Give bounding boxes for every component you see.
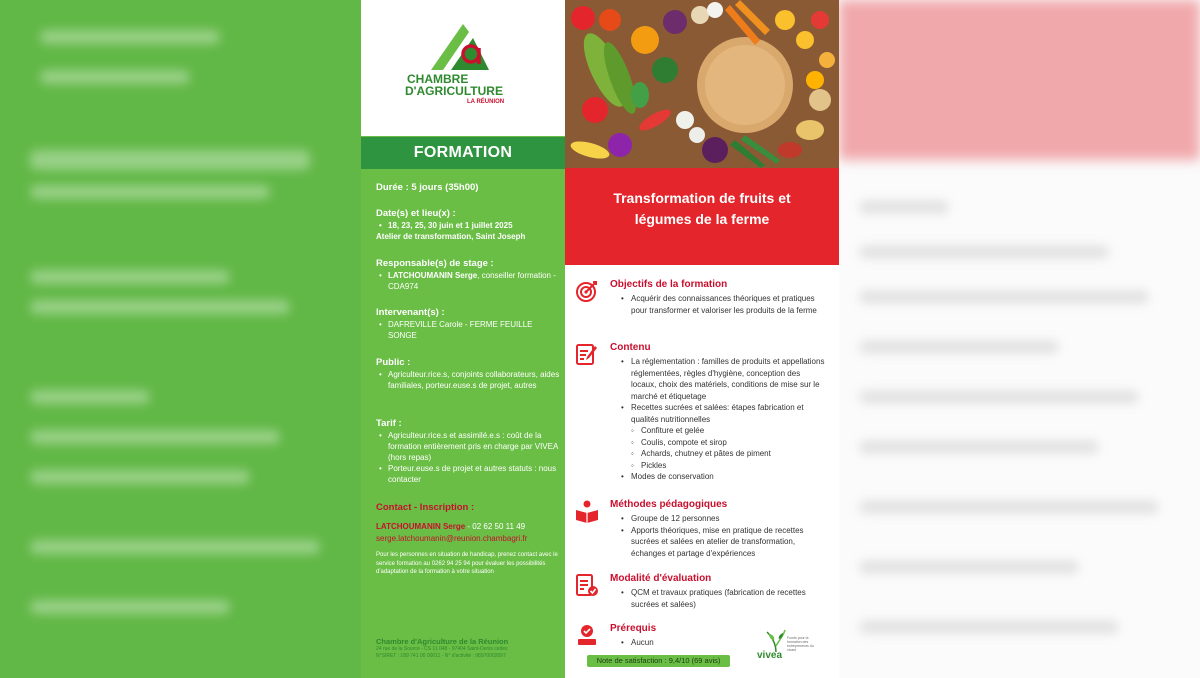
- evaluation-heading: Modalité d'évaluation: [610, 573, 712, 584]
- flyer-left-column: [361, 0, 565, 678]
- dates-block: [376, 208, 560, 242]
- contact-heading: Contact - Inscription :: [376, 502, 475, 513]
- logo-area: [361, 0, 565, 136]
- methodes-item: • Apports théoriques, mise en pratique de recettes sucrées et salées en atelier de transformation, échanges et partage d'expériences: [621, 525, 826, 560]
- contact-email-link[interactable]: serge.latchoumanin@reunion.chambagri.fr: [376, 534, 528, 543]
- contenu-item: • La réglementation : familles de produits et appellations réglementées, règles d'hygiène, conception des locaux, choix des matériels, conditions de mise sur le marché et étiquetage: [621, 356, 826, 402]
- section-contenu: [575, 342, 835, 492]
- course-title-line1: Transformation de fruits et: [613, 190, 791, 206]
- footer-block: [376, 637, 560, 660]
- organization-name: [405, 73, 555, 97]
- responsable-role: , conseiller formation - CDA974: [388, 271, 556, 291]
- vivea-leaf-icon: [765, 628, 787, 652]
- section-objectifs: [575, 279, 835, 329]
- section-methodes: [575, 499, 835, 561]
- objectifs-item: • Acquérir des connaissances théoriques et pratiques pour transformer et valoriser les produits de la ferme: [621, 293, 826, 316]
- vivea-tagline: Fonds pour la formation des entrepreneurs du vivant: [787, 636, 814, 652]
- formation-label: FORMATION: [361, 137, 565, 169]
- evaluation-item: • QCM et travaux pratiques (fabrication de recettes sucrées et salées): [621, 587, 826, 610]
- prerequis-item: • Aucun: [621, 637, 826, 649]
- organization-name-line1: CHAMBRE: [407, 72, 469, 86]
- prerequisite-icon: [575, 623, 599, 647]
- contact-block: [376, 502, 560, 543]
- course-title: [565, 168, 839, 265]
- location-text: Atelier de transformation, Saint Joseph: [376, 232, 526, 241]
- contenu-item: • Recettes sucrées et salées: étapes fabrication et qualités nutritionnelles: [621, 402, 826, 425]
- tarif-item: • Agriculteur.rice.s et assimilé.e.s : coût de la formation entièrement pris en charge par VIVEA (hors repas): [376, 430, 560, 463]
- tarif-item: • Porteur.euse.s de projet et autres statuts : nous contacter: [376, 463, 560, 485]
- prerequis-heading: Prérequis: [610, 623, 657, 634]
- target-icon: [575, 279, 599, 303]
- methodes-heading: Méthodes pédagogiques: [610, 499, 728, 510]
- intervenant-block: [376, 307, 560, 341]
- contenu-subitem: ◦ Confiture et gelée: [621, 425, 826, 437]
- footer-registration: N°SIRET : 189 741 00 00011 - N° d'activité : 98970002097: [376, 653, 506, 659]
- vegetables-photo: [565, 0, 839, 168]
- responsable-name: LATCHOUMANIN Serge: [388, 271, 478, 280]
- vivea-wordmark: vivea: [757, 650, 783, 661]
- contenu-heading: Contenu: [610, 342, 651, 353]
- blurred-background-left: [0, 0, 361, 678]
- organization-region: LA RÉUNION: [467, 99, 505, 105]
- document-edit-icon: [575, 342, 599, 366]
- contenu-subitem: ◦ Achards, chutney et pâtes de piment: [621, 448, 826, 460]
- organization-name-line2: D'AGRICULTURE: [405, 84, 503, 98]
- contact-name: LATCHOUMANIN Serge: [376, 522, 466, 531]
- handicap-note: Pour les personnes en situation de handicap, prenez contact avec le service formation au 0262 94 25 94 pour évaluer les possibilités d'adaptation de la formation à votre situation: [376, 552, 558, 575]
- checklist-icon: [575, 573, 599, 597]
- blurred-background-right: [839, 0, 1200, 678]
- public-heading: Public :: [376, 357, 411, 368]
- duration: [376, 182, 560, 194]
- public-item: • Agriculteur.rice.s, conjoints collaborateurs, aides familiales, porteur.euse.s de projet, autres: [376, 369, 560, 391]
- contenu-subitem: ◦ Pickles: [621, 460, 826, 472]
- public-block: [376, 357, 560, 391]
- handicap-note-block: [376, 551, 560, 577]
- dates-item: • 18, 23, 25, 30 juin et 1 juillet 2025: [376, 220, 560, 231]
- responsable-block: [376, 258, 560, 292]
- intervenant-heading: Intervenant(s) :: [376, 307, 445, 318]
- course-title-line2: légumes de la ferme: [634, 211, 770, 227]
- duration-text: Durée : 5 jours (35h00): [376, 182, 479, 193]
- contenu-subitem: ◦ Coulis, compote et sirop: [621, 437, 826, 449]
- tarif-block: [376, 418, 560, 485]
- flyer-right-column: [565, 0, 839, 678]
- dates-heading: Date(s) et lieu(x) :: [376, 208, 456, 219]
- contact-line: [376, 516, 560, 534]
- satisfaction-badge: Note de satisfaction : 9,4/10 (69 avis): [587, 655, 730, 667]
- methodes-item: • Groupe de 12 personnes: [621, 513, 826, 525]
- tarif-heading: Tarif :: [376, 418, 402, 429]
- section-evaluation: [575, 573, 835, 613]
- training-flyer: [361, 0, 839, 678]
- responsable-item: [376, 270, 560, 292]
- footer-organization-name: Chambre d'Agriculture de la Réunion: [376, 637, 509, 646]
- chambre-agriculture-logo-icon: [429, 20, 491, 72]
- intervenant-item: • DAFREVILLE Carole - FERME FEUILLE SONGE: [376, 319, 560, 341]
- responsable-heading: Responsable(s) de stage :: [376, 258, 494, 269]
- objectifs-heading: Objectifs de la formation: [610, 279, 728, 290]
- teacher-book-icon: [575, 499, 599, 523]
- contact-phone[interactable]: - 02 62 50 11 49: [465, 522, 526, 531]
- contenu-item: • Modes de conservation: [621, 471, 826, 483]
- vivea-logo: [757, 628, 827, 666]
- footer-address: 24 rue de la Source - CS 11 048 - 97404 Saint-Denis cedex: [376, 646, 508, 652]
